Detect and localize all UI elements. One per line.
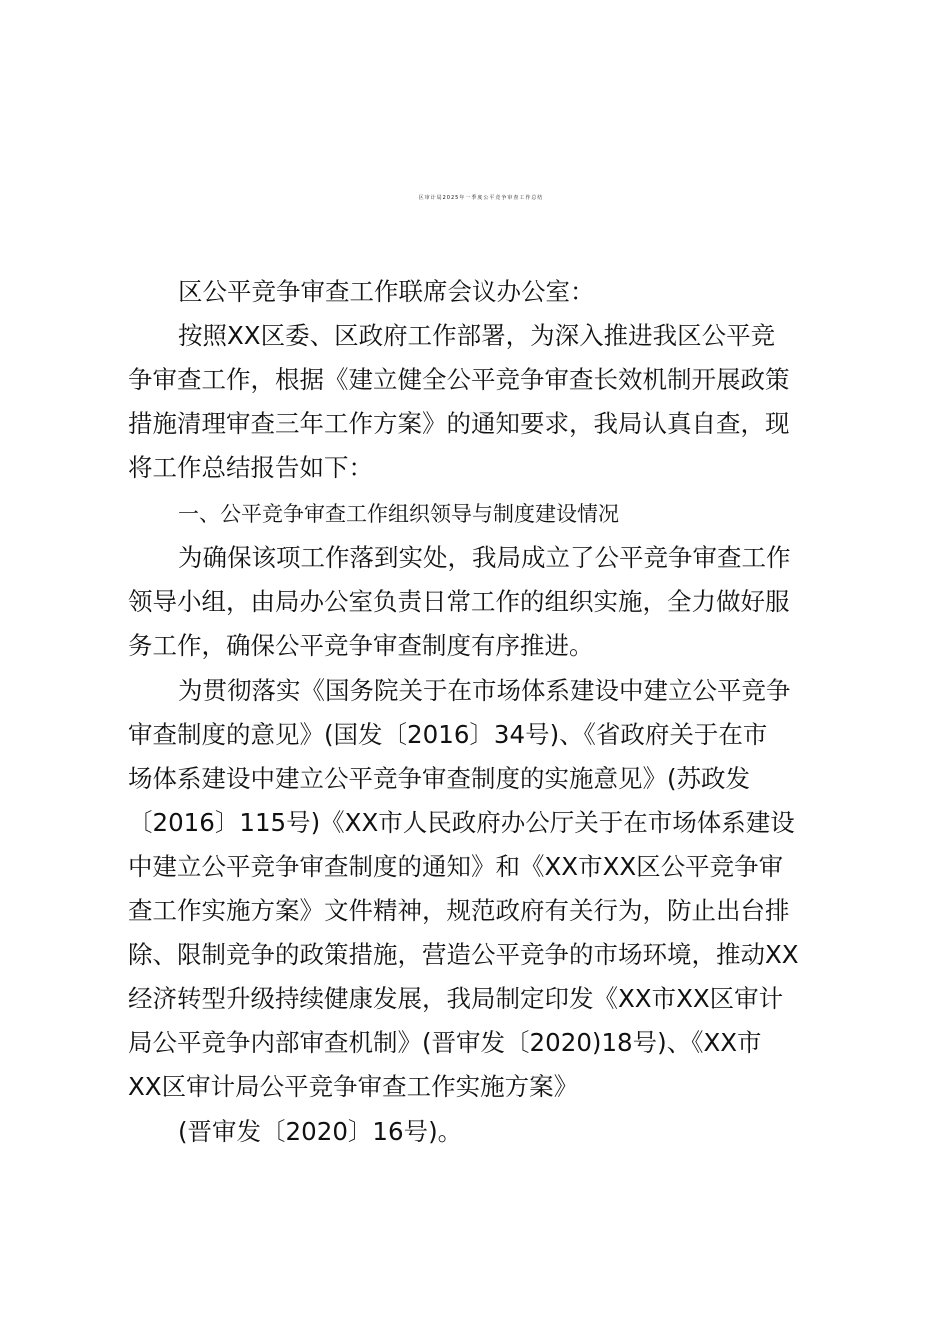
section-heading: 一、公平竞争审查工作组织领导与制度建设情况	[178, 502, 619, 526]
salutation-line: 区公平竞争审查工作联席会议办公室：	[178, 277, 595, 306]
paragraph-line: 争审查工作，根据《建立健全公平竞争审查长效机制开展政策	[128, 365, 790, 394]
paragraph-line: 按照XX区委、区政府工作部署，为深入推进我区公平竞	[178, 321, 776, 350]
paragraph-line: 将工作总结报告如下：	[128, 453, 373, 482]
paragraph-line: 局公平竞争内部审查机制》(晋审发〔2020)18号)、《XX市	[128, 1028, 762, 1057]
paragraph-line: 中建立公平竞争审查制度的通知》和《XX市XX区公平竞争审	[128, 852, 784, 881]
paragraph-line: 除、限制竞争的政策措施，营造公平竞争的市场环境，推动XX	[128, 940, 799, 969]
paragraph-line: XX区审计局公平竞争审查工作实施方案》	[128, 1072, 579, 1101]
paragraph-line: 领导小组，由局办公室负责日常工作的组织实施，全力做好服	[128, 587, 790, 616]
paragraph-line: 查工作实施方案》文件精神，规范政府有关行为，防止出台排	[128, 896, 790, 925]
paragraph-line: 审查制度的意见》(国发〔2016〕34号)、《省政府关于在市	[128, 720, 768, 749]
paragraph-line: 经济转型升级持续健康发展，我局制定印发《XX市XX区审计	[128, 984, 784, 1013]
paragraph-line: 为确保该项工作落到实处，我局成立了公平竞争审查工作	[178, 543, 791, 572]
paragraph-line: 为贯彻落实《国务院关于在市场体系建设中建立公平竞争	[178, 676, 791, 705]
document-title: 区审计局2025年一季度公平竞争审查工作总结	[418, 195, 544, 201]
paragraph-line: 措施清理审查三年工作方案》的通知要求，我局认真自查，现	[128, 409, 790, 438]
paragraph-line: 务工作，确保公平竞争审查制度有序推进。	[128, 631, 594, 660]
paragraph-line: 场体系建设中建立公平竞争审查制度的实施意见》(苏政发	[128, 764, 751, 793]
paragraph-line: 〔2016〕115号)《XX市人民政府办公厅关于在市场体系建设	[128, 808, 795, 837]
paragraph-line: (晋审发〔2020〕16号)。	[178, 1117, 463, 1146]
